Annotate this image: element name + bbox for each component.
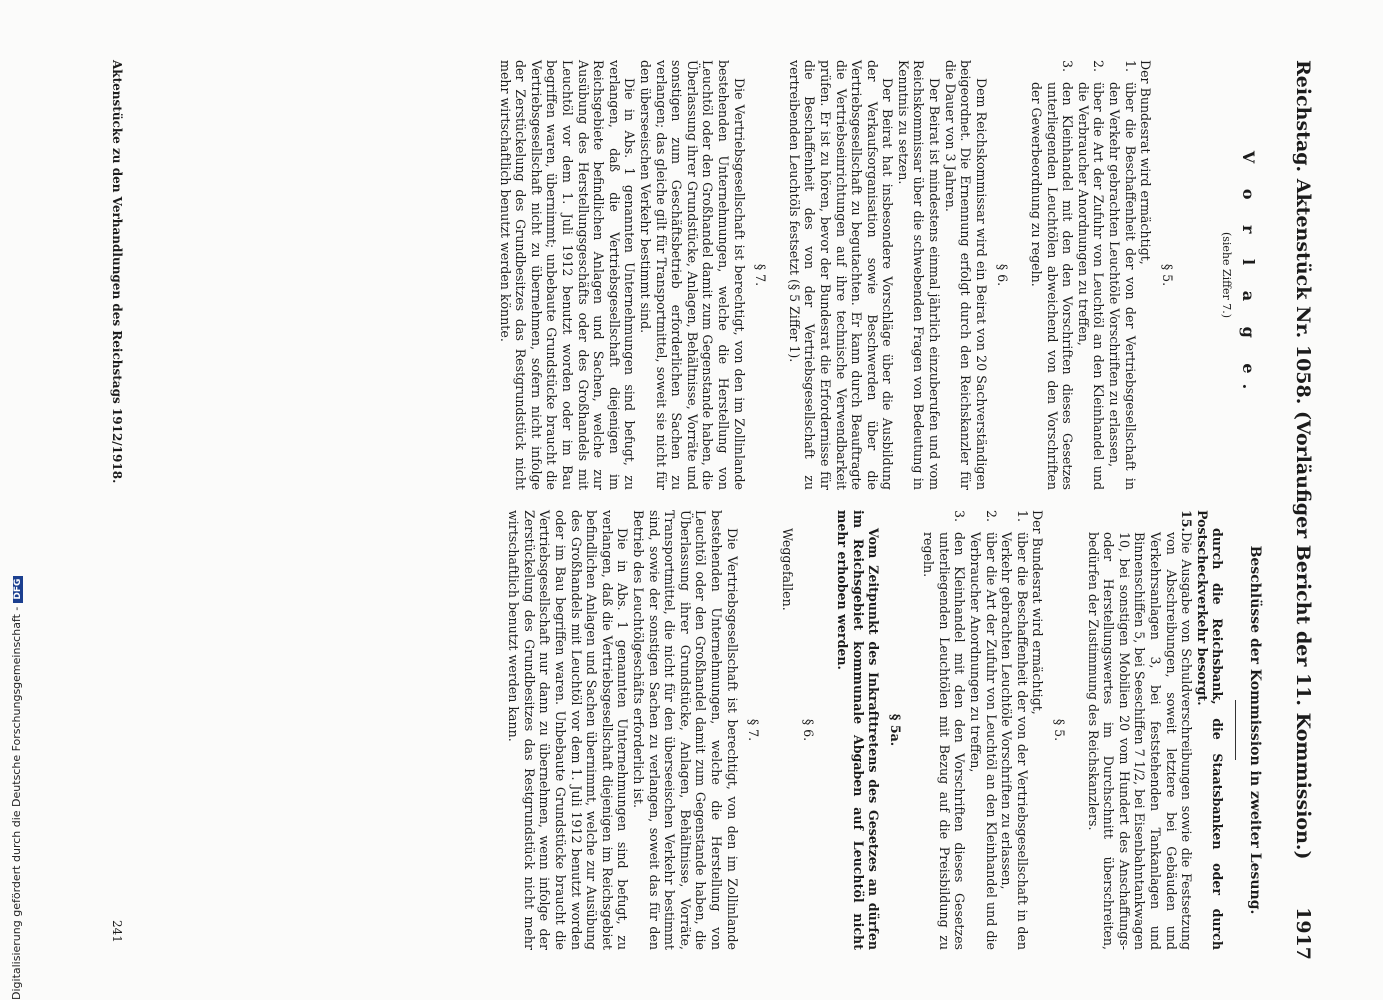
section-heading: § 6. <box>801 718 817 742</box>
column-vorlage <box>497 60 1270 490</box>
section-heading: § 6. <box>995 263 1011 287</box>
beschluesse-title: Beschlüsse der Kommission in zweiter Lesung. <box>1247 545 1263 915</box>
list-item: 15. Die Ausgabe von Schuldverschreibungen sowie die Festsetzung von Abschreibungen, soweit letztere bei Gebäuden und Verkehrsanlagen 3, bei feststehenden Tankanlagen und Binnenschiffen 5, bei Seeschiffen 7 1/2, bei Eisenbahntankwagen 10, bei sonstigen Mobilien 20 vom Hundert des Anschaffungs- oder Herstellungswertes im Durchschnitt überschreiten, bedürfen der Zustimmung des Reichskanzlers. <box>1085 510 1195 950</box>
paragraph: Der Beirat hat insbesondere Vorschläge über die Ausbildung der Verkaufsorganisation sowie Beschwerden über die Vertriebsgesellschaft zu begutachten. Er kann durch Beauftragte die Vertriebseinrichtungen auf ihre technische Verwendbarkeit prüfen. Er ist zu hören, bevor der Bundesrat die Erfordernisse für die Beschaffenheit des von der Vertriebsgesellschaft zu vertreibenden Leuchtöls festsetzt (§ 5 Ziffer 1). <box>786 60 896 490</box>
section-heading: § 7. <box>753 263 769 287</box>
section-intro: Der Bundesrat wird ermächtigt, <box>1030 510 1046 715</box>
vorlage-title: V o r l a g e. <box>1239 150 1258 400</box>
list-item: 1. über die Beschaffenheit der von der Vertriebsgesellschaft in den Verkehr gebrachten Leuchtöle Vorschriften zu erlassen, <box>999 510 1030 950</box>
digitization-text: Digitalisierung gefördert durch die Deutsche Forschungsgemeinschaft - <box>10 606 23 1000</box>
digitization-note <box>10 576 23 1000</box>
paragraph: Vom Zeitpunkt des Inkrafttretens des Gesetzes an dürfen im Reichsgebiet kommunale Abgaben auf Leuchtöl nicht mehr erhoben werden. <box>834 510 882 950</box>
rotated-document <box>80 40 1320 980</box>
divider <box>1235 700 1236 760</box>
paragraph: Weggefallen. <box>779 528 795 611</box>
header-title: Reichstag. Aktenstück Nr. 1058. (Vorläufiger Bericht der 11. Kommission.) <box>1292 60 1314 860</box>
paragraph: Die in Abs. 1 genannten Unternehmungen sind befugt, zu verlangen, daß die Vertriebsgesellschaft diejenigen im Reichsgebiete befindlichen Anlagen und Sachen, welche zur Ausübung des Herstellungsgeschäfts oder des Großhandels mit Leuchtöl vor dem 1. Juli 1912 benutzt worden oder im Bau begriffen waren, übernimmt; unbebaute Grundstücke braucht die Vertriebsgesellschaft nicht zu übernehmen, sofern nicht infolge der Zerstückelung des Grundbesitzes das Restgrundstück nicht mehr wirtschaftlich benutzt werden könnte. <box>497 60 638 490</box>
list-item: 1. über die Beschaffenheit der von der Vertriebsgesellschaft in den Verkehr gebrachten Leuchtöle Vorschriften zu erlassen, <box>1107 60 1138 490</box>
vorlage-ref: (siehe Ziffer 7.) <box>1220 231 1234 319</box>
paragraph: Die in Abs. 1 genannten Unternehmungen sind befugt, zu verlangen, daß die Vertriebsgesellschaft diejenigen im Reichsgebiet befindlichen Anlagen und Sachen übernimmt, welche zur Ausübung des Großhandels mit Leuchtöl vor dem 1. Juli 1912 benutzt worden oder im Bau begriffen waren. Unbebaute Grundstücke braucht die Vertriebsgesellschaft nur dann zu übernehmen, wenn infolge der Zerstückelung des Grundbesitzes das Restgrundstück nicht mehr wirtschaftlich benutzt werden kann. <box>506 510 631 950</box>
paragraph: Der Beirat ist mindestens einmal jährlich einzuberufen und vom Reichskommissar über die schwebenden Fragen von Bedeutung in Kenntnis zu setzen. <box>895 60 943 490</box>
list-item: 2. über die Art der Zufuhr von Leuchtöl an den Kleinhandel und die Verbraucher Anordnungen zu treffen, <box>968 510 999 950</box>
section-intro: Der Bundesrat wird ermächtigt, <box>1138 60 1154 265</box>
dfg-logo: DFG <box>13 576 23 603</box>
column-beschluesse <box>506 510 1270 950</box>
header-page-number: 1917 <box>1292 907 1314 960</box>
section-heading: § 5a. <box>887 713 903 747</box>
footer-page-number: 241 <box>110 920 124 943</box>
paragraph: Die Vertriebsgesellschaft ist berechtigt, von den im Zollinlande bestehenden Unternehmungen, welche die Herstellung von Leuchtöl oder den Großhandel damit zum Gegenstande haben, die Überlassung ihrer Grundstücke, Anlagen, Behältnisse, Vorräte und sonstigen zum Geschäftsbetrieb erforderlichen Sachen zu verlangen; das gleiche gilt für Transportmittel, soweit sie nicht für den überseeischen Verkehr bestimmt sind. <box>638 60 747 490</box>
section-heading: § 7. <box>746 718 762 742</box>
section-heading: § 5. <box>1052 718 1068 742</box>
section-heading: § 5. <box>1159 263 1175 287</box>
list-item: 2. über die Art der Zufuhr von Leuchtöl an den Kleinhandel und die Verbraucher Anordnungen zu treffen, <box>1075 60 1107 490</box>
paragraph: Die Vertriebsgesellschaft ist berechtigt, von den im Zollinlande bestehenden Unternehmungen, welche die Herstellung von Leuchtöl oder den Großhandel damit zum Gegenstande haben, die Überlassung ihrer Grundstücke, Anlagen, Behältnisse, Vorräte, Transportmittel, die nicht für den überseeischen Verkehr bestimmt sind, sowie der sonstigen Sachen zu verlangen, soweit das für den Betrieb des Leuchtölgeschäfts erforderlich ist. <box>631 510 740 950</box>
paragraph: durch die Reichsbank, die Staatsbanken oder durch Postscheckverkehr besorgt. <box>1194 510 1226 950</box>
page-footer: Aktenstücke zu den Verhandlungen des Reichstags 1912/1918. <box>110 60 124 484</box>
page-header <box>1286 40 1320 980</box>
paragraph: Dem Reichskommissar wird ein Beirat von 20 Sachverständigen beigeordnet. Die Ernennung erfolgt durch den Reichskanzler für die Dauer von 3 Jahren. <box>942 60 989 490</box>
list-item: 3. den Kleinhandel mit den den Vorschriften dieses Gesetzes unterliegenden Leuchtölen mit Bezug auf die Preisbildung zu regeln. <box>921 510 968 950</box>
list-item: 3. den Kleinhandel mit den den Vorschriften dieses Gesetzes unterliegenden Leuchtölen abweichend von den Vorschriften der Gewerbeordnung zu regeln. <box>1029 60 1076 490</box>
